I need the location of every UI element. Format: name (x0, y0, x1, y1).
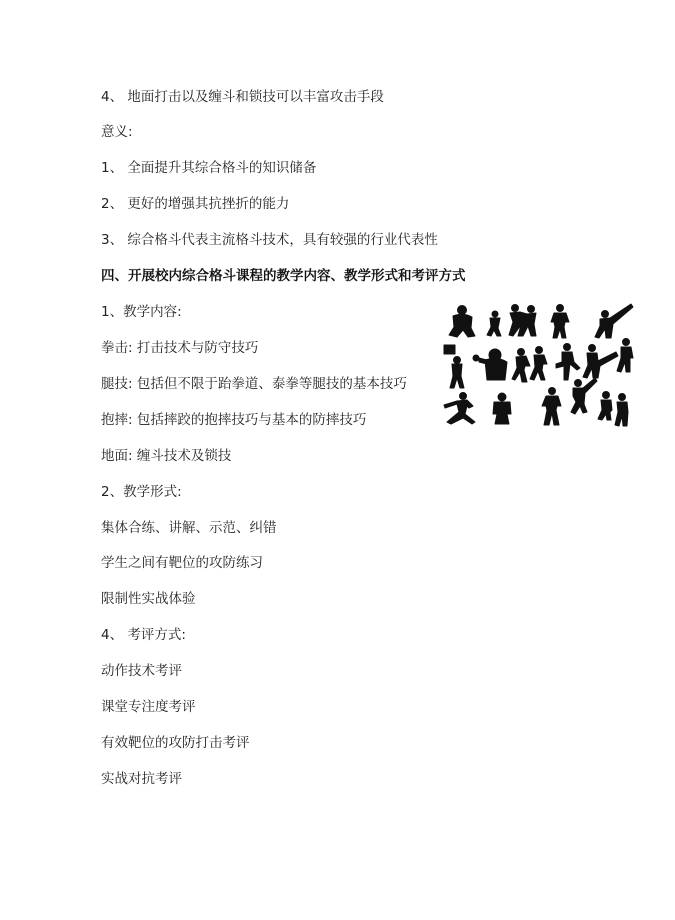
content-item-ground: 地面: 缠斗技术及锁技 (101, 448, 232, 464)
fighter-pad-holder-icon (444, 345, 464, 388)
fighter-side-kick-pair-icon (583, 339, 633, 379)
content-item-kicks: 腿技: 包括但不限于跆拳道、泰拳等腿技的基本技巧 (101, 376, 407, 392)
fighter-kneel-icon (598, 392, 628, 427)
teaching-form-label: 2、教学形式: (101, 484, 182, 500)
fighter-pair-clinch-icon (509, 305, 536, 337)
significance-item-1: 1、 全面提升其综合格斗的知识储备 (101, 160, 317, 176)
content-item-boxing: 拳击: 打击技术与防守技巧 (101, 340, 259, 356)
martial-arts-silhouettes-icon (435, 300, 645, 433)
significance-item-3: 3、 综合格斗代表主流格斗技术，具有较强的行业代表性 (101, 232, 438, 248)
content-item-takedown: 抱摔: 包括摔跤的抱摔技巧与基本的防摔技巧 (101, 412, 367, 428)
assessment-item-target-striking: 有效靶位的攻防打击考评 (101, 735, 250, 751)
fighter-low-stance-icon (444, 393, 475, 425)
significance-label: 意义: (101, 124, 133, 140)
fighter-tall-stance-icon (542, 388, 561, 426)
fighter-standing-icon (551, 305, 569, 339)
assessment-item-focus: 课堂专注度考评 (101, 699, 196, 715)
fighter-crouch-icon (449, 306, 475, 338)
assessment-item-technique: 动作技术考评 (101, 663, 182, 679)
form-item-group-practice: 集体合练、讲解、示范、纠错 (101, 520, 277, 536)
fighter-small-icon (487, 311, 501, 336)
list-item-ground-striking: 4、 地面打击以及缠斗和锁技可以丰富攻击手段 (101, 89, 384, 105)
fighter-high-kick-icon (595, 304, 633, 338)
fighter-guard-icon (493, 393, 511, 424)
fighter-jump-kick-icon (571, 378, 597, 414)
fighter-boxer-icon (473, 349, 507, 380)
form-item-restricted-sparring: 限制性实战体验 (101, 591, 196, 607)
fighter-crane-kick-icon (556, 344, 580, 381)
fighter-sparring-pair-icon (512, 347, 547, 383)
section-heading-four: 四、开展校内综合格斗课程的教学内容、教学形式和考评方式 (101, 268, 466, 284)
assessment-label: 4、 考评方式: (101, 627, 186, 643)
assessment-item-sparring: 实战对抗考评 (101, 771, 182, 787)
teaching-content-label: 1、教学内容: (101, 304, 182, 320)
significance-item-2: 2、 更好的增强其抗挫折的能力 (101, 196, 290, 212)
form-item-target-drills: 学生之间有靶位的攻防练习 (101, 555, 263, 571)
